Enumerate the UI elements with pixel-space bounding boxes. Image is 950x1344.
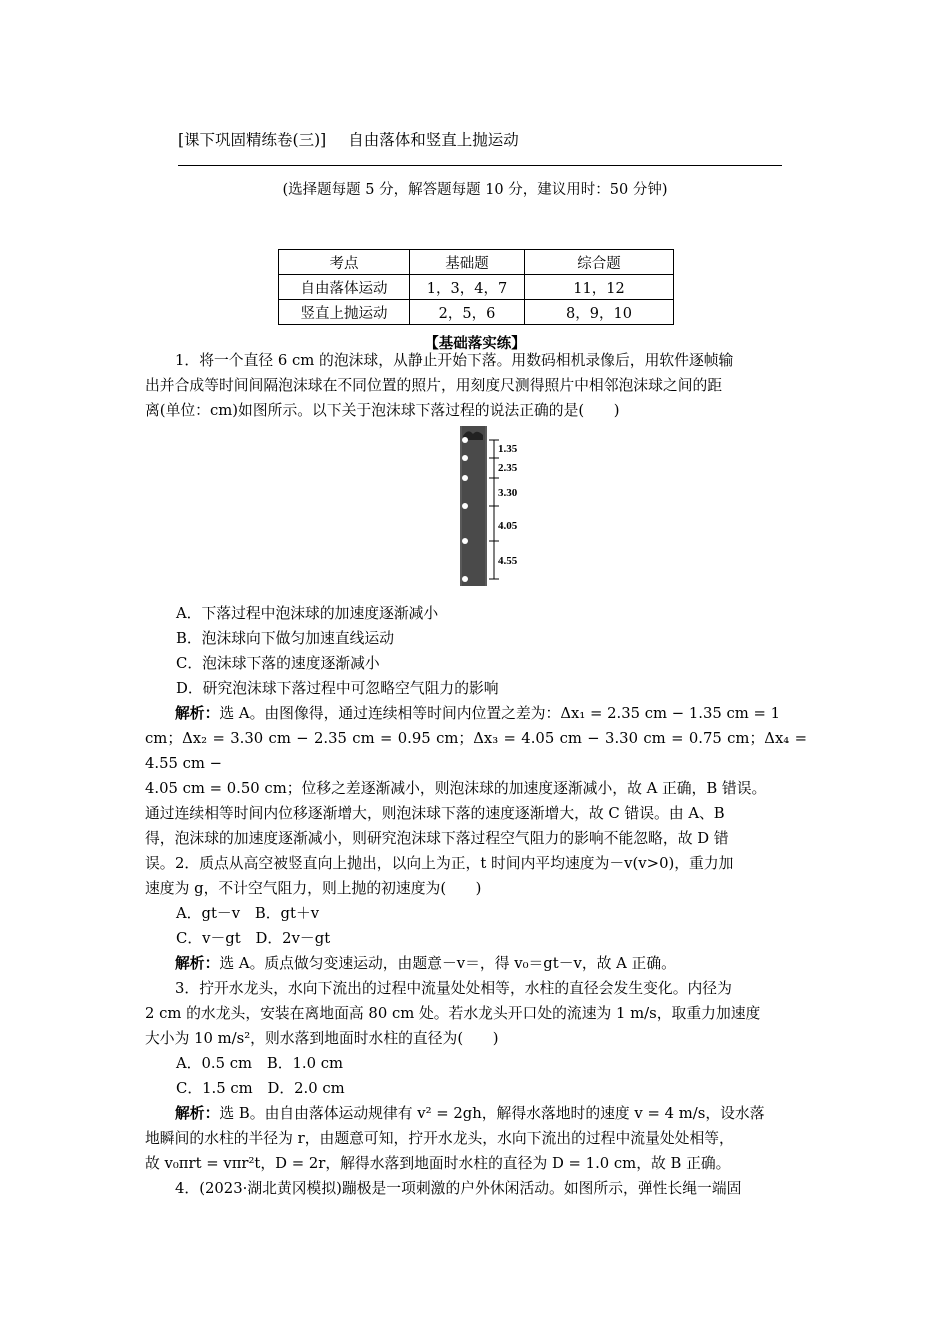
- title-series: [课下巩固精练卷(三)]: [178, 131, 327, 149]
- section-title: 【基础落实练】: [424, 335, 526, 352]
- text-line: 大小为 10 m/s²，则水落到地面时水柱的直径为( ): [145, 1030, 499, 1047]
- text-line: 速度为 g，不计空气阻力，则上抛的初速度为( ): [145, 880, 482, 897]
- text-line: 选 A。质点做匀变速运动，由题意－v＝，得 v₀＝gt－v，故 A 正确。: [219, 955, 676, 972]
- ball-icon: [462, 455, 468, 461]
- distance-label: 2.35: [498, 462, 518, 474]
- text-line: 选 B。由自由落体运动规律有 v² = 2gh，解得水落地时的速度 v = 4 m/s，设水落: [219, 1105, 765, 1122]
- table-cell: 2，5，6: [410, 300, 525, 325]
- table-cell: 自由落体运动: [279, 275, 410, 300]
- q1-analysis: [145, 701, 807, 876]
- distance-label: 1.35: [498, 443, 518, 455]
- q2-options-ab: A．gt－v B．gt＋v: [176, 905, 320, 922]
- text-line: 选 A。由图像得，通过连续相等时间内位置之差为：Δx₁ = 2.35 cm − 1.35 cm = 1: [219, 705, 781, 722]
- q1-option-c: C．泡沫球下落的速度逐渐减小: [176, 655, 380, 672]
- ball-icon: [462, 538, 468, 544]
- q1-option-d: D．研究泡沫球下落过程中可忽略空气阻力的影响: [176, 680, 499, 697]
- instructions: (选择题每题 5 分，解答题每题 10 分，建议用时：50 分钟): [282, 182, 668, 198]
- analysis-label: 解析：: [175, 955, 220, 972]
- ball-icon: [462, 437, 468, 443]
- topic-table: [278, 249, 674, 325]
- text-line: 地瞬间的水柱的半径为 r，由题意可知，拧开水龙头，水向下流出的过程中流量处处相等，: [145, 1130, 734, 1147]
- table-cell: 8，9，10: [525, 300, 674, 325]
- analysis-label: 解析：: [175, 705, 220, 722]
- text-line: 4.05 cm = 0.50 cm；位移之差逐渐减小，则泡沫球的加速度逐渐减小，故 A 正确，B 错误。: [145, 780, 767, 797]
- text-line: 2．质点从高空被竖直向上抛出，以向上为正，t 时间内平均速度为－v(v>0)，重力加: [175, 855, 734, 872]
- table-header: 基础题: [410, 250, 525, 275]
- q3-analysis: [145, 1101, 807, 1176]
- foam-ball-photo-figure: [460, 426, 526, 586]
- q3-stem: [145, 976, 807, 1051]
- text-line: 4．(2023·湖北黄冈模拟)蹦极是一项刺激的户外休闲活动。如图所示，弹性长绳一端固: [175, 1180, 742, 1197]
- table-cell: 竖直上抛运动: [279, 300, 410, 325]
- q1-option-a: A．下落过程中泡沫球的加速度逐渐减小: [176, 605, 439, 622]
- ball-icon: [462, 503, 468, 509]
- text-line: 3．拧开水龙头，水向下流出的过程中流量处处相等，水柱的直径会发生变化。内径为: [175, 980, 732, 997]
- text-line: 通过连续相等时间内位移逐渐增大，则泡沫球下落的速度逐渐增大，故 C 错误。由 A、B: [145, 805, 725, 822]
- ball-icon: [462, 475, 468, 481]
- page-title: [178, 128, 519, 150]
- table-cell: 1，3，4，7: [410, 275, 525, 300]
- q1-stem: [145, 348, 807, 423]
- table-row: [279, 275, 674, 300]
- q2-stem: [145, 851, 807, 901]
- table-cell: 11，12: [525, 275, 674, 300]
- table-row: [279, 300, 674, 325]
- text-line: cm；Δx₂ = 3.30 cm − 2.35 cm = 0.95 cm；Δx₃ = 4.05 cm − 3.30 cm = 0.75 cm；Δx₄ = 4.55 cm −: [145, 730, 807, 772]
- title-rule: [178, 165, 782, 166]
- q2-options-cd: C．v－gt D．2v－gt: [176, 930, 331, 947]
- text-line: 误。: [145, 855, 175, 872]
- q4-stem: [145, 1176, 807, 1201]
- table-header: 综合题: [525, 250, 674, 275]
- q3-options-ab: A．0.5 cm B．1.0 cm: [176, 1055, 344, 1072]
- distance-label: 4.05: [498, 520, 518, 532]
- q3-options-cd: C．1.5 cm D．2.0 cm: [176, 1080, 345, 1097]
- q2-analysis: [145, 951, 807, 976]
- text-line: 1．将一个直径 6 cm 的泡沫球，从静止开始下落。用数码相机录像后，用软件逐帧输: [175, 352, 734, 369]
- distance-label: 3.30: [498, 487, 518, 499]
- analysis-label: 解析：: [175, 1105, 220, 1122]
- text-line: 得，泡沫球的加速度逐渐减小，则研究泡沫球下落过程空气阻力的影响不能忽略，故 D 错: [145, 830, 729, 847]
- text-line: 出并合成等时间间隔泡沫球在不同位置的照片，用刻度尺测得照片中相邻泡沫球之间的距: [145, 377, 723, 394]
- text-line: 2 cm 的水龙头，安装在离地面高 80 cm 处。若水龙头开口处的流速为 1 m/s，取重力加速度: [145, 1005, 761, 1022]
- title-topic: 自由落体和竖直上抛运动: [348, 131, 519, 149]
- table-header-row: [279, 250, 674, 275]
- table-header: 考点: [279, 250, 410, 275]
- text-line: 离(单位：cm)如图所示。以下关于泡沫球下落过程的说法正确的是( ): [145, 402, 620, 419]
- distance-label: 4.55: [498, 555, 518, 567]
- ball-icon: [462, 576, 468, 582]
- text-line: 故 v₀πrt = vπr²t，D = 2r，解得水落到地面时水柱的直径为 D = 1.0 cm，故 B 正确。: [145, 1155, 731, 1172]
- q1-option-b: B．泡沫球向下做匀加速直线运动: [176, 630, 395, 647]
